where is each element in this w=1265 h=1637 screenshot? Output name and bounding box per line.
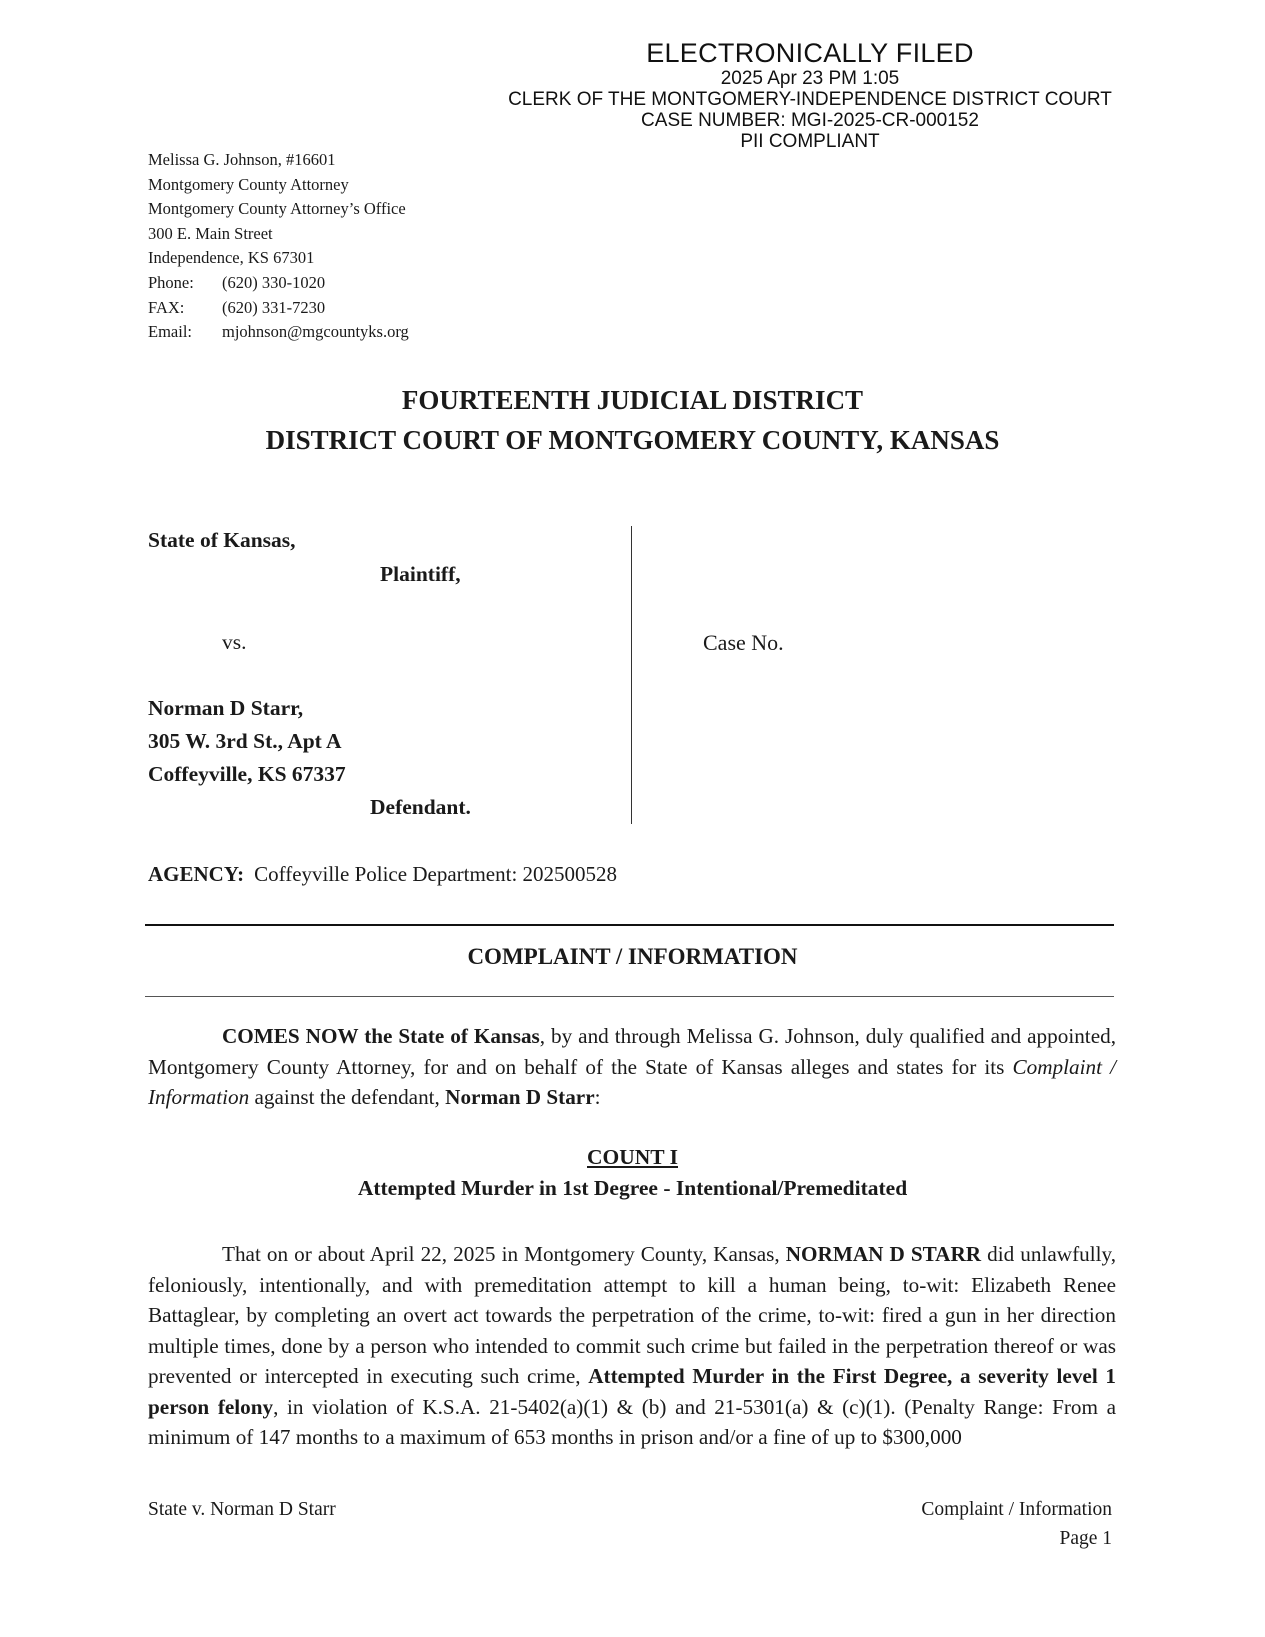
footer-page-number: Page 1 — [1059, 1528, 1112, 1549]
stamp-clerk: CLERK OF THE MONTGOMERY-INDEPENDENCE DISTRICT COURT — [508, 89, 1112, 110]
versus: vs. — [222, 630, 247, 654]
bottom-rule — [145, 996, 1114, 997]
court-heading — [0, 380, 1265, 460]
agency-label: AGENCY: — [148, 862, 245, 886]
attorney-city: Independence, KS 67301 — [148, 248, 315, 268]
intro-text-2: against the defendant, — [249, 1085, 446, 1109]
email-value: mjohnson@mgcountyks.org — [222, 322, 409, 342]
court-district: FOURTEENTH JUDICIAL DISTRICT — [401, 385, 864, 415]
count-title: COUNT I — [587, 1145, 678, 1169]
attorney-fax-row — [148, 296, 409, 321]
fax-label: FAX: — [148, 297, 185, 317]
count-offense: Attempted Murder in the First Degree, a severity level 1 person felony — [148, 1364, 1116, 1419]
footer-left: State v. Norman D Starr — [148, 1499, 336, 1520]
intro-text-3: : — [594, 1085, 601, 1109]
phone-label: Phone: — [148, 272, 194, 292]
defendant-role: Defendant. — [370, 795, 471, 819]
intro-italic: Complaint / Information — [148, 1054, 1117, 1109]
count-text-3: , in violation of K.S.A. 21-5402(a)(1) & (b) and 21-5301(a) & (c)(1). (Penalty Range: From a minimum of 147 months to a maximum of 653 months in prison and/or a fine of up to $300,000 — [148, 1394, 1116, 1449]
intro-paragraph — [148, 1021, 1116, 1113]
caption-divider — [631, 526, 632, 824]
attorney-office: Montgomery County Attorney’s Office — [148, 199, 406, 219]
attorney-street: 300 E. Main Street — [148, 223, 273, 243]
intro-defendant: Norman D Starr — [445, 1085, 595, 1109]
top-rule — [145, 924, 1114, 926]
stamp-case-number: CASE NUMBER: MGI-2025-CR-000152 — [641, 110, 979, 131]
stamp-pii: PII COMPLIANT — [740, 131, 880, 152]
intro-text: , by and through Melissa G. Johnson, duly qualified and appointed, Montgomery County Attorney, for and on behalf of the State of Kansas alleges and states for its — [148, 1024, 1116, 1079]
court-name: DISTRICT COURT OF MONTGOMERY COUNTY, KANSAS — [265, 425, 1000, 455]
count-text-2: did unlawfully, feloniously, intentionally, and with premeditation attempt to kill a human being, to-wit: Elizabeth Renee Battaglear, by completing an overt act towards the perpetration of the crime, to-wit: fired a gun in her direction multiple times, done by a person who intended to commit such crime but failed in the perpetration thereof or was prevented or intercepted in executing such crime, — [148, 1242, 1117, 1388]
case-no-label: Case No. — [703, 630, 784, 655]
attorney-name: Melissa G. Johnson, #16601 — [148, 150, 336, 169]
phone-value: (620) 330-1020 — [222, 272, 326, 292]
count-heading — [0, 1142, 1265, 1204]
defendant-city: Coffeyville, KS 67337 — [148, 762, 346, 786]
stamp-title: ELECTRONICALLY FILED — [646, 38, 974, 68]
attorney-block — [148, 148, 409, 345]
attorney-phone-row — [148, 271, 409, 296]
agency-value: Coffeyville Police Department: 202500528 — [254, 862, 618, 886]
footer-doc-title: Complaint / Information — [921, 1499, 1112, 1520]
count-paragraph — [148, 1239, 1116, 1453]
plaintiff-name: State of Kansas, — [148, 528, 296, 552]
document-title: COMPLAINT / INFORMATION — [467, 944, 798, 969]
defendant-street: 305 W. 3rd St., Apt A — [148, 729, 342, 753]
agency-line — [148, 862, 617, 887]
email-label: Email: — [148, 322, 192, 342]
attorney-title: Montgomery County Attorney — [148, 174, 349, 194]
stamp-datetime: 2025 Apr 23 PM 1:05 — [720, 68, 900, 89]
count-subtitle: Attempted Murder in 1st Degree - Intentional/Premeditated — [357, 1176, 908, 1200]
plaintiff-role: Plaintiff, — [380, 562, 461, 586]
efiling-stamp — [480, 38, 1140, 152]
count-text: That on or about April 22, 2025 in Montgomery County, Kansas, — [222, 1242, 786, 1266]
attorney-email-row — [148, 320, 409, 345]
count-defendant: NORMAN D STARR — [785, 1242, 982, 1266]
footer-right — [921, 1495, 1112, 1553]
intro-lead: COMES NOW the State of Kansas — [222, 1024, 540, 1048]
defendant-name: Norman D Starr, — [148, 696, 304, 720]
fax-value: (620) 331-7230 — [222, 297, 326, 317]
